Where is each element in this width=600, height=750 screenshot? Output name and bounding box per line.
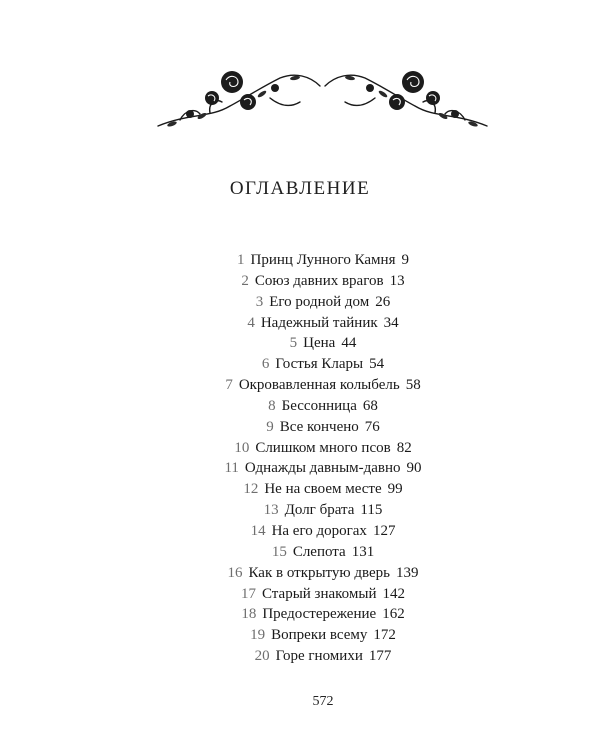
chapter-number: 4	[247, 314, 255, 331]
chapter-title: Слепота	[292, 543, 346, 560]
rose-ornament-icon	[150, 58, 495, 148]
chapter-title: Окровавленная колыбель	[238, 377, 400, 394]
chapter-number: 18	[241, 606, 257, 623]
chapter-title: Бессонница	[281, 397, 357, 414]
chapter-title: Вопреки всему	[271, 627, 368, 644]
toc-entry	[0, 438, 600, 459]
chapter-page: 68	[362, 397, 378, 414]
toc-entry	[0, 396, 600, 417]
toc-entry	[0, 542, 600, 563]
chapter-title: Старый знакомый	[261, 585, 377, 602]
page-number: 572	[312, 694, 334, 709]
chapter-number: 16	[227, 564, 243, 581]
chapter-page: 177	[368, 648, 392, 665]
chapter-page: 13	[389, 272, 405, 289]
toc-entry	[0, 313, 600, 334]
chapter-title: Цена	[303, 335, 336, 352]
chapter-number: 12	[243, 481, 259, 498]
chapter-number: 14	[250, 522, 266, 539]
toc-entry	[0, 292, 600, 313]
chapter-title: Долг брата	[284, 502, 355, 519]
chapter-page: 131	[351, 543, 375, 560]
chapter-page: 99	[387, 481, 403, 498]
chapter-page: 34	[383, 314, 399, 331]
toc-entry	[0, 563, 600, 584]
chapter-title: Его родной дом	[269, 293, 370, 310]
chapter-number: 10	[234, 439, 250, 456]
chapter-number: 2	[241, 272, 249, 289]
chapter-page: 76	[364, 418, 380, 435]
toc-entry	[0, 417, 600, 438]
chapter-title: На его дорогах	[271, 522, 367, 539]
chapter-number: 20	[254, 648, 270, 665]
chapter-number: 13	[263, 502, 279, 519]
chapter-title: Союз давних врагов	[254, 272, 384, 289]
chapter-title: Все кончено	[279, 418, 359, 435]
chapter-title: Предостережение	[262, 606, 377, 623]
chapter-page: 142	[382, 585, 405, 602]
toc-entry	[0, 521, 600, 542]
chapter-title: Горе гномихи	[275, 648, 363, 665]
chapter-page: 26	[375, 293, 391, 310]
chapter-page: 127	[372, 522, 396, 539]
chapter-page: 82	[396, 439, 412, 456]
toc-entry	[0, 584, 600, 605]
toc-entry	[0, 479, 600, 500]
chapter-number: 1	[237, 252, 245, 268]
chapter-page: 9	[401, 252, 409, 268]
chapter-page: 54	[369, 356, 385, 373]
chapter-number: 7	[225, 377, 233, 394]
toc-entry	[0, 500, 600, 521]
toc-list	[0, 250, 600, 667]
chapter-number: 11	[224, 460, 239, 477]
toc-entry	[0, 333, 600, 354]
toc-entry	[0, 646, 600, 667]
chapter-title: Надежный тайник	[260, 314, 378, 331]
chapter-number: 3	[255, 293, 264, 310]
chapter-number: 6	[261, 356, 270, 373]
chapter-page: 162	[382, 606, 405, 623]
chapter-page: 44	[341, 335, 357, 352]
chapter-page: 115	[360, 502, 383, 519]
toc-entry	[0, 271, 600, 292]
chapter-number: 17	[240, 585, 256, 602]
toc-entry	[0, 458, 600, 479]
chapter-number: 19	[250, 627, 266, 644]
chapter-title: Слишком много псов	[255, 439, 391, 456]
chapter-title: Гостья Клары	[275, 356, 364, 373]
chapter-page: 172	[373, 627, 396, 644]
chapter-number: 9	[266, 418, 274, 435]
chapter-title: Как в открытую дверь	[248, 564, 390, 581]
toc-entry	[0, 250, 600, 271]
chapter-page: 139	[396, 564, 419, 581]
toc-entry	[0, 604, 600, 625]
chapter-number: 15	[271, 543, 287, 560]
chapter-title: Не на своем месте	[264, 481, 382, 498]
chapter-number: 8	[268, 397, 276, 414]
chapter-title: Принц Лунного Камня	[250, 252, 396, 268]
chapter-page: 90	[406, 460, 422, 477]
toc-entry	[0, 354, 600, 375]
toc-entry	[0, 625, 600, 646]
chapter-number: 5	[289, 335, 298, 352]
toc-entry	[0, 375, 600, 396]
chapter-title: Однажды давным-давно	[244, 460, 401, 477]
chapter-page: 58	[405, 377, 421, 394]
toc-heading: ОГЛАВЛЕНИЕ	[229, 178, 371, 199]
